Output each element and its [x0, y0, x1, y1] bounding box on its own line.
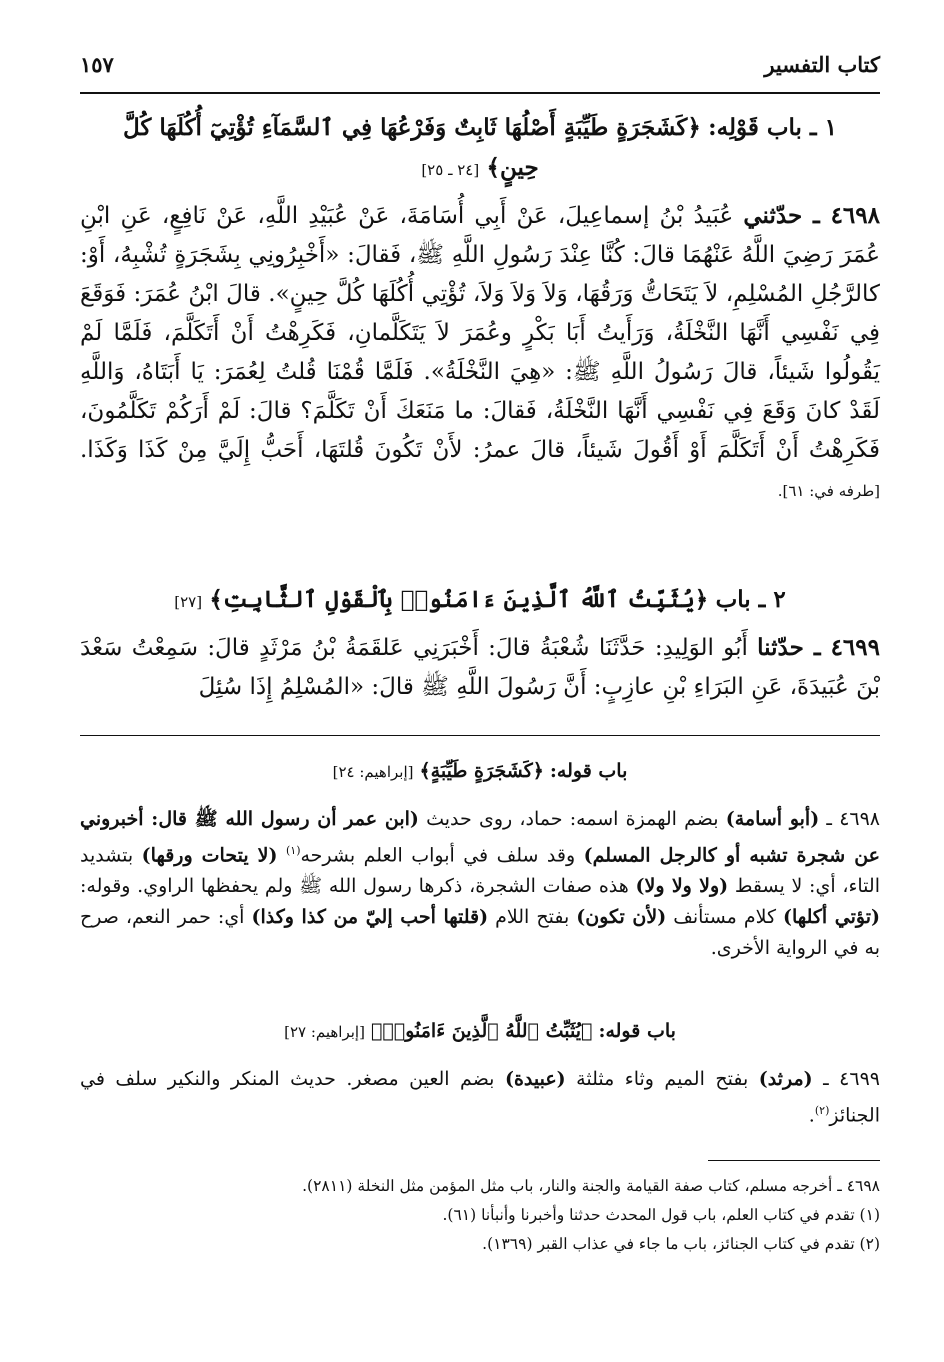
- commentary-4698: [80, 804, 880, 964]
- footnote-marker: (٢): [814, 1104, 830, 1117]
- quoted-phrase: (ولا ولا ولا): [635, 875, 729, 898]
- quoted-phrase: (تؤتي أكلها): [783, 906, 880, 929]
- footnote-4698: ٤٦٩٨ ـ أخرجه مسلم، كتاب صفة القيامة والجنة والنار، باب مثل المؤمن مثل النخلة (٢٨١١).: [302, 1177, 880, 1195]
- commentary-text: بفتح الميم وثاء مثلثة: [565, 1068, 759, 1090]
- bab-1-ref: [٢٤ ـ ٢٥]: [421, 161, 480, 179]
- bab-2-verse: ﴿يُثَبِّتُ ٱللَّهُ ٱلَّذِينَ ءَامَنُوا۟ بِٱلْقَوْلِ ٱلثَّابِتِ﴾: [209, 586, 709, 613]
- commentary-bab-1-verse: ﴿كَشَجَرَةٍ طَيِّبَةٍ﴾: [419, 760, 544, 782]
- hadith-4699-number: ٤٦٩٩ ـ حدّثنا: [757, 634, 880, 661]
- commentary-rule: [80, 735, 880, 736]
- commentary-bab-2-label: باب قوله:: [598, 1020, 676, 1042]
- quoted-phrase: (ابن عمر أن رسول الله ﷺ قال: أخبروني عن شجرة تشبه أو كالرجل المسلم): [80, 808, 881, 867]
- bab-2-ref: [٢٧]: [174, 593, 203, 611]
- commentary-bab-2-ref: [إبراهيم: ٢٧]: [284, 1023, 365, 1041]
- footnote-marker: (١): [285, 844, 301, 857]
- commentary-bab-1-ref: [إبراهيم: ٢٤]: [332, 763, 414, 781]
- quoted-phrase: (مرثد): [758, 1068, 813, 1090]
- page-number: ١٥٧: [80, 52, 114, 77]
- commentary-text: ٤٦٩٩ ـ: [812, 1068, 880, 1090]
- bab-1-title: ١ ـ باب قَوْلِه:: [708, 114, 838, 141]
- commentary-text: ٤٦٩٨ ـ: [819, 808, 881, 830]
- commentary-text: [278, 844, 286, 866]
- commentary-text: أي: حمر النعم، صرح به في الرواية الأخرى.: [80, 906, 880, 960]
- hadith-4698-ref: [طرفه في: ٦١].: [777, 482, 880, 500]
- quoted-phrase: (لا يتحات ورقها): [141, 844, 278, 867]
- commentary-bab-2-verse: ﴿يُثَبِّتُ ٱللَّهُ ٱلَّذِينَ ءَامَنُوا۟﴾: [371, 1020, 593, 1042]
- running-header: [80, 52, 880, 86]
- commentary-text: وقد سلف في أبواب العلم بشرحه: [300, 844, 584, 867]
- commentary-text: بتشديد التاء، أي: لا يسقط: [80, 844, 880, 898]
- hadith-4698: [80, 196, 880, 511]
- hadith-4698-text: عُبَيدُ بْنُ إسماعِيلَ، عَنْ أَبِي أُسَامَةَ، عَنْ عُبَيْدِ اللَّهِ، عَنْ نَافِعٍ، عَنِ ابْنِ عُمَرَ رَضِيَ اللَّهُ عَنْهُمَا قالَ: كُنَّا عِنْدَ رَسُولِ اللَّهِ ﷺ، فَقالَ: «أَخْبِرُونِي بِشَجَرَةٍ تُشْبِهُ، أَوْ: كالرَّجُلِ المُسْلِمِ، لاَ يَتَحَاتُّ وَرَقُهَا، وَلاَ وَلاَ وَلاَ، تُؤْتِي أُكُلَهَا كُلَّ حِينٍ». قالَ ابْنُ عُمَرَ: فَوَقَعَ فِي نَفْسِي أَنَّهَا النَّخْلَةُ، وَرَأَيتُ أَبَا بَكْرٍ وعُمَرَ لاَ يَتَكَلَّمانِ، فَكَرِهْتُ أَنْ أَتَكَلَّمَ، فَلَمَّا لَمْ يَقُولُوا شَيئاً، قالَ رَسُولُ اللَّهِ ﷺ: «هِيَ النَّخْلَةُ». فَلَمَّا قُمْنَا قُلتُ لِعُمَرَ: يَا أَبَتَاهُ، وَاللَّهِ لَقَدْ كانَ وَقَعَ فِي نَفْسِي أَنَّهَا النَّخْلَةُ، فَقالَ: ما مَنَعَكَ أَنْ تَكَلَّمَ؟ قالَ: لَمْ أَرَكُمْ تَكَلَّمُونَ، فَكَرِهْتُ أَنْ أَتَكَلَّمَ أَوْ أَقُولَ شَيئاً، قالَ عمرُ: لأَنْ تَكُونَ قُلتَهَا، أَحَبُّ إِلَيَّ مِنْ كَذَا وَكَذَا.: [80, 203, 880, 463]
- hadith-4699: [80, 628, 880, 707]
- bab-1-verse: ﴿كَشَجَرَةٍ طَيِّبَةٍ أَصْلُهَا ثَابِتٌ وَفَرْعُهَا فِي ٱلسَّمَآءِ تُؤْتِيٓ أُكُلَهَا كُلَّ حِينٍ﴾: [122, 114, 701, 181]
- commentary-text: بفتح اللام: [488, 906, 577, 929]
- commentary-bab-2-heading: [80, 1016, 880, 1048]
- commentary-text: .: [808, 1104, 815, 1127]
- bab-2-title: ٢ ـ باب: [715, 586, 786, 613]
- hadith-4699-text: أَبُو الوَلِيدِ: حَدَّثَنَا شُعْبَةُ قالَ: أَخْبَرَنِي عَلقَمَةُ بْنُ مَرْثَدٍ قالَ: سَمِعْتُ سَعْدَ بْنَ عُبَيدَةَ، عَنِ البَرَاءِ بْنِ عازِبٍ: أَنَّ رَسُولَ اللَّهِ ﷺ قالَ: «المُسْلِمُ إِذَا سُئِلَ: [80, 635, 880, 700]
- footnote-2: (٢) تقدم في كتاب الجنائز، باب ما جاء في عذاب القبر (١٣٦٩).: [482, 1235, 880, 1253]
- quoted-phrase: (لأن تكون): [576, 906, 667, 929]
- header-rule: [80, 92, 880, 94]
- footnotes: [80, 1172, 880, 1259]
- bab-1-heading: [80, 108, 880, 190]
- commentary-text: بضم العين مصغر. حديث المنكر والنكير سلف في الجنائز: [80, 1068, 880, 1127]
- commentary-text: كلام مستأنف: [666, 906, 784, 929]
- commentary-bab-1-heading: [80, 756, 880, 788]
- commentary-text: هذه صفات الشجرة، ذكرها رسول الله ﷺ ولم يحفظها الراوي. وقوله:: [80, 875, 636, 898]
- quoted-phrase: (عبيدة): [504, 1068, 566, 1090]
- quoted-phrase: (قلتها أحب إليّ من كذا وكذا): [251, 906, 489, 929]
- footnote-1: (١) تقدم في كتاب العلم، باب قول المحدث حدثنا وأخبرنا وأنبأنا (٦١).: [442, 1206, 880, 1224]
- hadith-4698-number: ٤٦٩٨ ـ حدّثني: [743, 202, 880, 229]
- footnote-rule: [708, 1160, 880, 1161]
- book-title: كتاب التفسير: [764, 52, 880, 77]
- commentary-4699: [80, 1064, 880, 1131]
- commentary-bab-1-label: باب قوله:: [549, 760, 628, 782]
- commentary-text: بضم الهمزة اسمه: حماد، روى حديث: [418, 808, 726, 830]
- bab-2-heading: [80, 580, 880, 622]
- quoted-phrase: (أبو أسامة): [725, 808, 820, 830]
